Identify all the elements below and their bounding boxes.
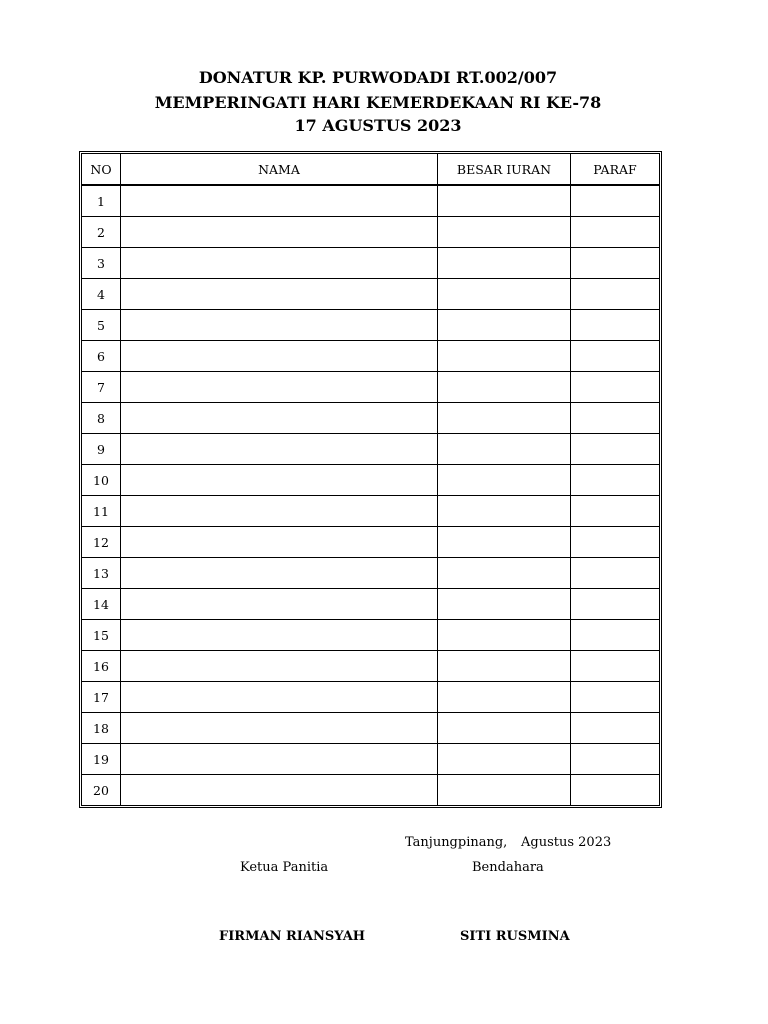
row-besar-iuran-cell bbox=[438, 434, 571, 465]
signature-place: Tanjungpinang, bbox=[405, 835, 508, 850]
row-nama-cell bbox=[121, 620, 438, 651]
row-besar-iuran-cell bbox=[438, 403, 571, 434]
row-nama-cell bbox=[121, 310, 438, 341]
row-nama-cell bbox=[121, 558, 438, 589]
row-paraf-cell bbox=[571, 217, 659, 248]
table-row bbox=[82, 775, 659, 805]
left-signer-name: FIRMAN RIANSYAH bbox=[219, 929, 366, 944]
table-row bbox=[82, 434, 659, 465]
table-row bbox=[82, 589, 659, 620]
row-besar-iuran-cell bbox=[438, 589, 571, 620]
row-nama-cell bbox=[121, 372, 438, 403]
row-paraf-cell bbox=[571, 248, 659, 279]
row-paraf-cell bbox=[571, 279, 659, 310]
row-nama-cell bbox=[121, 403, 438, 434]
table-row bbox=[82, 186, 659, 217]
row-besar-iuran-cell bbox=[438, 651, 571, 682]
row-nama-cell bbox=[121, 744, 438, 775]
document-title-line-1: DONATUR KP. PURWODADI RT.002/007 bbox=[198, 68, 558, 87]
table-header-row bbox=[82, 154, 659, 186]
row-paraf-cell bbox=[571, 434, 659, 465]
row-paraf-cell bbox=[571, 713, 659, 744]
row-besar-iuran-cell bbox=[438, 372, 571, 403]
table-row bbox=[82, 744, 659, 775]
row-paraf-cell bbox=[571, 403, 659, 434]
row-nama-cell bbox=[121, 775, 438, 805]
row-paraf-cell bbox=[571, 496, 659, 527]
row-besar-iuran-cell bbox=[438, 465, 571, 496]
header-besar-iuran: BESAR IURAN bbox=[438, 154, 571, 186]
row-no-cell: 16 bbox=[82, 651, 121, 682]
row-nama-cell bbox=[121, 186, 438, 217]
row-nama-cell bbox=[121, 248, 438, 279]
table-row bbox=[82, 527, 659, 558]
row-no-cell: 19 bbox=[82, 744, 121, 775]
row-paraf-cell bbox=[571, 589, 659, 620]
table-body bbox=[82, 186, 659, 805]
table-row bbox=[82, 279, 659, 310]
row-paraf-cell bbox=[571, 775, 659, 805]
row-besar-iuran-cell bbox=[438, 713, 571, 744]
table-row bbox=[82, 651, 659, 682]
left-signer-role: Ketua Panitia bbox=[240, 860, 329, 875]
row-nama-cell bbox=[121, 279, 438, 310]
table-row bbox=[82, 558, 659, 589]
row-no-cell: 11 bbox=[82, 496, 121, 527]
document-title-date: 17 AGUSTUS 2023 bbox=[294, 116, 462, 135]
row-besar-iuran-cell bbox=[438, 496, 571, 527]
table-row bbox=[82, 341, 659, 372]
row-besar-iuran-cell bbox=[438, 248, 571, 279]
table-row bbox=[82, 496, 659, 527]
table-row bbox=[82, 713, 659, 744]
header-nama: NAMA bbox=[121, 154, 438, 186]
row-no-cell: 5 bbox=[82, 310, 121, 341]
row-paraf-cell bbox=[571, 465, 659, 496]
row-no-cell: 12 bbox=[82, 527, 121, 558]
row-paraf-cell bbox=[571, 310, 659, 341]
row-no-cell: 3 bbox=[82, 248, 121, 279]
row-nama-cell bbox=[121, 496, 438, 527]
row-paraf-cell bbox=[571, 744, 659, 775]
row-no-cell: 7 bbox=[82, 372, 121, 403]
row-no-cell: 10 bbox=[82, 465, 121, 496]
table-row bbox=[82, 248, 659, 279]
table-row bbox=[82, 403, 659, 434]
row-paraf-cell bbox=[571, 651, 659, 682]
table-row bbox=[82, 620, 659, 651]
row-besar-iuran-cell bbox=[438, 217, 571, 248]
header-no: NO bbox=[82, 154, 121, 186]
row-nama-cell bbox=[121, 434, 438, 465]
row-nama-cell bbox=[121, 341, 438, 372]
row-paraf-cell bbox=[571, 682, 659, 713]
table-row bbox=[82, 372, 659, 403]
row-no-cell: 8 bbox=[82, 403, 121, 434]
row-nama-cell bbox=[121, 527, 438, 558]
row-no-cell: 4 bbox=[82, 279, 121, 310]
document-title-line-2: MEMPERINGATI HARI KEMERDEKAAN RI KE-78 bbox=[154, 93, 602, 112]
row-besar-iuran-cell bbox=[438, 310, 571, 341]
donor-table bbox=[81, 153, 660, 806]
row-no-cell: 13 bbox=[82, 558, 121, 589]
row-nama-cell bbox=[121, 465, 438, 496]
row-no-cell: 14 bbox=[82, 589, 121, 620]
row-no-cell: 20 bbox=[82, 775, 121, 805]
row-paraf-cell bbox=[571, 186, 659, 217]
right-signer-name: SITI RUSMINA bbox=[460, 929, 570, 944]
row-no-cell: 18 bbox=[82, 713, 121, 744]
row-paraf-cell bbox=[571, 620, 659, 651]
header-paraf: PARAF bbox=[571, 154, 659, 186]
right-signer-role: Bendahara bbox=[472, 860, 544, 875]
row-paraf-cell bbox=[571, 558, 659, 589]
row-no-cell: 9 bbox=[82, 434, 121, 465]
row-nama-cell bbox=[121, 589, 438, 620]
table-row bbox=[82, 217, 659, 248]
table-row bbox=[82, 682, 659, 713]
row-paraf-cell bbox=[571, 527, 659, 558]
table-row bbox=[82, 310, 659, 341]
row-no-cell: 1 bbox=[82, 186, 121, 217]
row-besar-iuran-cell bbox=[438, 527, 571, 558]
row-besar-iuran-cell bbox=[438, 341, 571, 372]
table-row bbox=[82, 465, 659, 496]
row-paraf-cell bbox=[571, 341, 659, 372]
row-besar-iuran-cell bbox=[438, 775, 571, 805]
row-besar-iuran-cell bbox=[438, 558, 571, 589]
row-besar-iuran-cell bbox=[438, 186, 571, 217]
row-besar-iuran-cell bbox=[438, 279, 571, 310]
row-no-cell: 6 bbox=[82, 341, 121, 372]
row-no-cell: 2 bbox=[82, 217, 121, 248]
row-paraf-cell bbox=[571, 372, 659, 403]
row-nama-cell bbox=[121, 713, 438, 744]
row-nama-cell bbox=[121, 682, 438, 713]
signature-date: Agustus 2023 bbox=[521, 835, 612, 850]
row-nama-cell bbox=[121, 217, 438, 248]
row-besar-iuran-cell bbox=[438, 682, 571, 713]
row-no-cell: 17 bbox=[82, 682, 121, 713]
row-nama-cell bbox=[121, 651, 438, 682]
row-besar-iuran-cell bbox=[438, 620, 571, 651]
row-no-cell: 15 bbox=[82, 620, 121, 651]
row-besar-iuran-cell bbox=[438, 744, 571, 775]
